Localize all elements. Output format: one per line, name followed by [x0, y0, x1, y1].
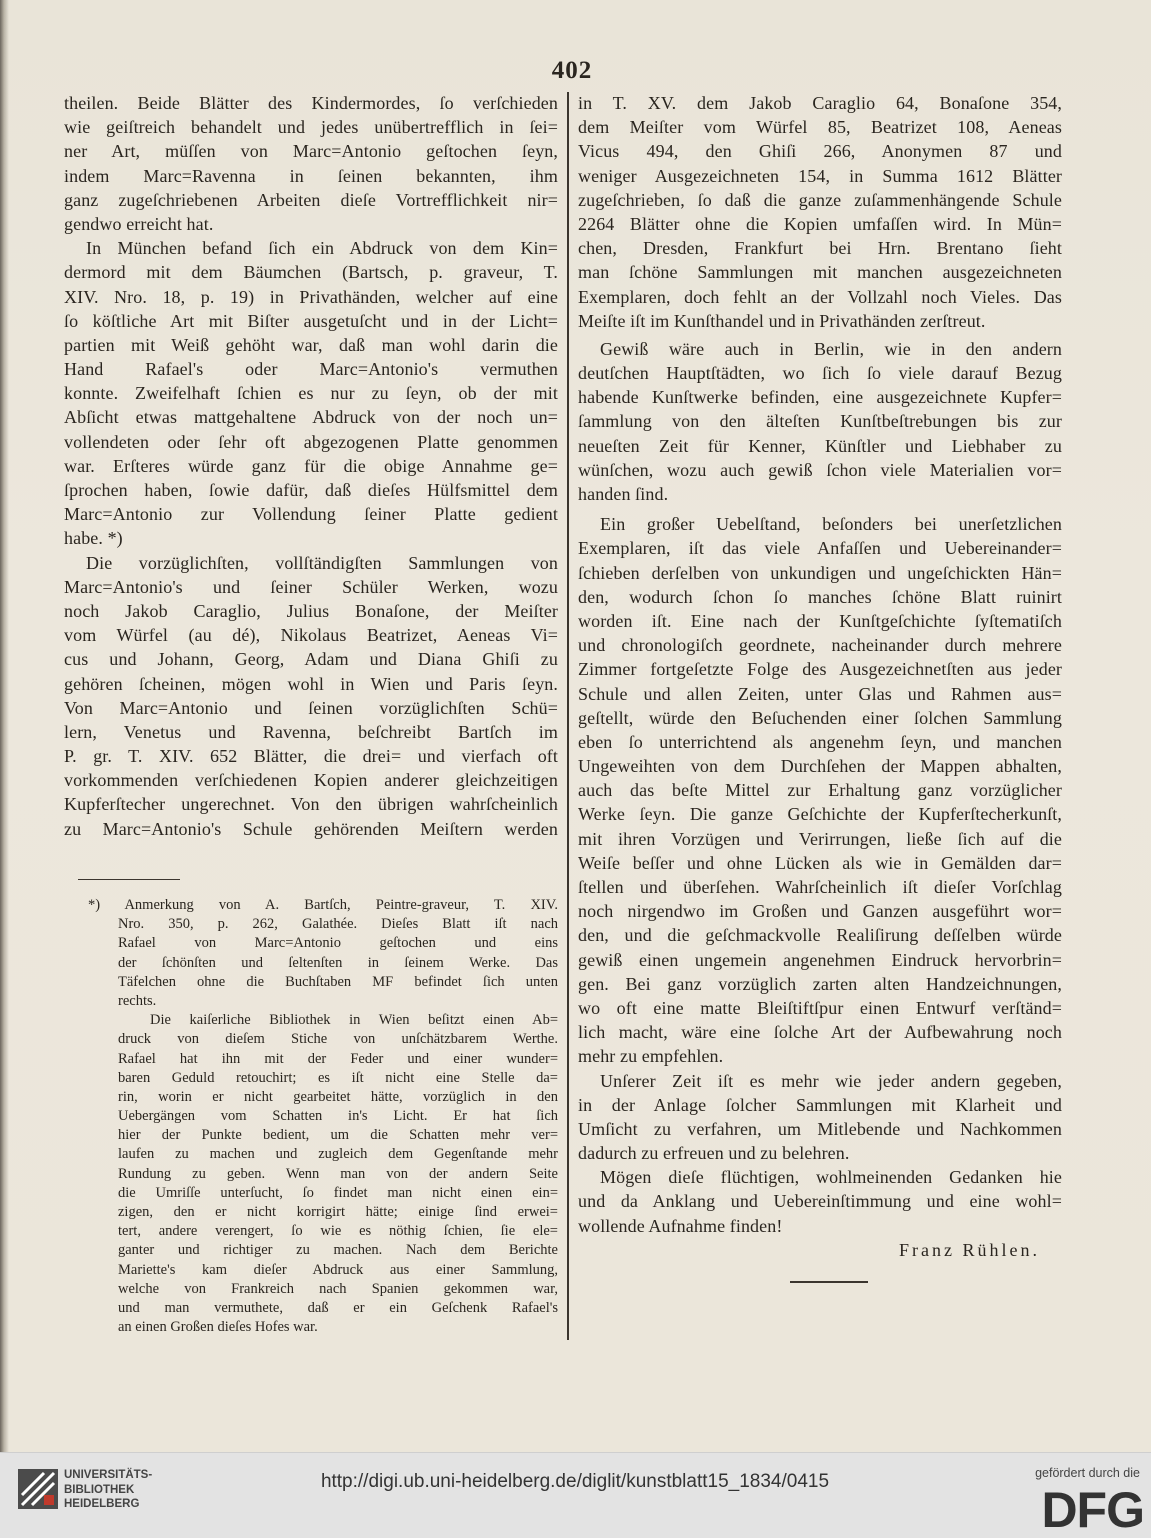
text-line: ſo köſtliche Art mit Biſter ausgetuſcht und in der Licht= — [64, 310, 558, 331]
text-line: ganz zugeſchriebenen Arbeiten dieſe Vortrefflichkeit nir= — [64, 189, 558, 210]
text-line: gehören ſcheinen, mögen wohl in Wien und Paris ſeyn. — [64, 673, 558, 694]
text-line: ner Art, müſſen von Marc=Antonio geſtochen ſeyn, — [64, 141, 558, 162]
right-column-paragraph — [578, 1069, 1062, 1166]
text-line: Mögen dieſe flüchtigen, wohlmeinenden Gedanken hie — [600, 1167, 1062, 1188]
text-line: vorkommenden verſchiedenen Kopien anderer gleichzeitigen — [64, 770, 558, 791]
text-line: Die vorzüglichſten, vollſtändigſten Sammlungen von — [86, 552, 558, 573]
text-line: 2264 Blätter ohne die Kopien umfaſſen wird. In Mün= — [578, 213, 1062, 234]
text-line: der ſchönſten und ſeltenſten in ſeinem Werke. Das — [118, 954, 558, 971]
page-edge-shadow — [0, 0, 9, 1452]
text-line: die Umriſſe unterſucht, ſo findet man nicht einen ein= — [118, 1184, 558, 1201]
text-line: zugeſchrieben, ſo daß die ganze zuſammenhängende Schule — [578, 189, 1062, 210]
text-line: Meiſte iſt im Kunſthandel und in Privathänden zerſtreut. — [578, 310, 986, 331]
text-line: war. Erſteres würde ganz für die obige Annahme ge= — [64, 455, 558, 476]
text-line: Ein großer Uebelſtand, beſonders bei unerſetzlichen — [600, 514, 1062, 535]
text-line: Ungeweihten von dem Durchſehen der Mappen abhalten, — [578, 756, 1062, 777]
text-line: noch nirgendwo im Großen und Ganzen ausgeführt wor= — [578, 901, 1062, 922]
text-line: theilen. Beide Blätter des Kindermordes, ſo verſchieden — [64, 93, 558, 113]
footnote-paragraph — [88, 896, 558, 1011]
text-line: handen ſind. — [578, 484, 669, 504]
text-line: in der Anlage ſolcher Sammlungen mit Klarheit und — [578, 1094, 1062, 1115]
text-line: Nro. 350, p. 262, Galathée. Dieſes Blatt iſt nach — [118, 916, 558, 933]
right-column-paragraph — [578, 91, 1062, 333]
text-line: zu Marc=Antonio's Schule gehörenden Meiſtern werden — [64, 818, 558, 839]
text-line: und da Anklang und Uebereinſtimmung und eine wohl= — [578, 1191, 1062, 1212]
text-line: Uebergängen vom Schatten in's Licht. Er hat ſich — [118, 1108, 558, 1125]
right-column-paragraph — [578, 512, 1062, 1068]
text-line: Rafael hat ihn mit der Feder und einer wunder= — [118, 1050, 558, 1067]
text-line: und man vermuthete, daß er ein Geſchenk Rafael's — [118, 1299, 558, 1316]
text-line: hier der Punkte bedient, um die Schatten mehr ver= — [118, 1127, 558, 1144]
library-name-line: UNIVERSITÄTS- — [64, 1469, 153, 1481]
left-column-paragraph — [64, 91, 558, 236]
text-line: deutſchen Hauptſtädten, wo ſich ſo viele darauf Bezug — [578, 363, 1062, 384]
text-line: worden iſt. Eine nach der Kunſtgeſchichte ſyſtematiſch — [578, 610, 1062, 631]
text-line: weniger Ausgezeichneten 154, in Summa 1612 Blätter — [578, 165, 1062, 186]
text-line: Zimmer fortgeſetzte Folge des Ausgezeichnetſten aus jeder — [578, 659, 1062, 680]
text-line: mit ihren Vorzügen und Verirrungen, ließe ſich auf die — [578, 828, 1062, 849]
text-line: wollende Aufnahme finden! — [578, 1215, 783, 1236]
ub-heidelberg-logo-icon[interactable] — [18, 1469, 58, 1509]
text-line: Mariette's kam dieſer Abdruck aus einer Sammlung, — [118, 1261, 558, 1278]
text-line: Vicus 494, den Ghiſi 266, Anonymen 87 und — [578, 141, 1062, 162]
text-line: an einen Großen dieſes Hofes war. — [118, 1319, 318, 1336]
text-line: laufen zu machen und zugleich dem Gegenſtande mehr — [118, 1146, 558, 1163]
text-line: baren Geduld retouchirt; es iſt nicht eine Stelle da= — [118, 1069, 558, 1086]
text-line: neueſten Zeit für Kenner, Künſtler und Liebhaber zu — [578, 435, 1062, 456]
text-line: In München befand ſich ein Abdruck von dem Kin= — [86, 238, 558, 259]
text-line: Werke ſeyn. Die ganze Geſchichte der Kupferſtecherkunſt, — [578, 804, 1062, 825]
footnote-paragraph — [118, 1011, 558, 1337]
text-line: vollendeten oder ſehr oft abgezogenen Platte genommen — [64, 431, 558, 452]
text-line: zigen, den er nicht korrigirt hätte; einige ſind erwei= — [118, 1204, 558, 1220]
text-line: auch das beſte Mittel zur Erhaltung ganz vorzüglicher — [578, 780, 1062, 801]
text-line: dermord mit dem Bäumchen (Bartsch, p. graveur, T. — [64, 262, 558, 283]
text-line: Täfelchen ohne die Buchſtaben MF befindet ſich unten — [118, 973, 558, 990]
text-line: wünſchen, wozu auch gewiß ſchon viele Materialien vor= — [578, 459, 1062, 480]
library-name-line: HEIDELBERG — [64, 1498, 140, 1510]
text-line: Abſicht etwas mattgehaltene Abdruck von der noch un= — [64, 407, 558, 428]
text-line: gen. Bei ganz vorzüglich zarten alten Handzeichnungen, — [578, 973, 1062, 994]
text-line: *) Anmerkung von A. Bartſch, Peintre-graveur, T. XIV. — [88, 897, 558, 913]
library-name — [64, 1468, 152, 1512]
text-line: lich macht, wäre eine ſolche Art der Aufbewahrung noch — [578, 1022, 1062, 1043]
text-line: Kupferſtecher ungerechnet. Von den übrigen wahrſcheinlich — [64, 794, 558, 815]
text-line: habende Kunſtwerke befinden, eine ausgezeichnete Kupfer= — [578, 387, 1062, 408]
right-column — [578, 91, 1062, 1262]
text-line: gendwo erreicht hat. — [64, 213, 214, 234]
text-line: Die kaiſerliche Bibliothek in Wien beſitzt einen Ab= — [150, 1012, 558, 1029]
permalink-url[interactable]: http://digi.ub.uni-heidelberg.de/diglit/kunstblatt15_1834/0415 — [320, 1471, 830, 1492]
text-line: den, und die geſchmackvolle Realiſirung deſſelben würde — [578, 925, 1062, 946]
text-line: Von Marc=Antonio und ſeinen vorzüglichſten Schü= — [64, 697, 558, 718]
text-line: Unſerer Zeit iſt es mehr wie jeder andern gegeben, — [600, 1070, 1062, 1091]
text-line: Umſicht zu verfahren, um Mitlebende und Nachkommen — [578, 1118, 1062, 1139]
text-line: geſtellt, würde den Beſuchenden einer ſolchen Sammlung — [578, 707, 1062, 728]
text-line: Rundung zu geben. Wenn man von der andern Seite — [118, 1165, 558, 1182]
text-line: druck von dieſem Stiche von unſchätzbarem Werthe. — [118, 1031, 558, 1048]
dfg-logo[interactable]: DFG — [1041, 1482, 1144, 1538]
text-line: ſprochen haben, ſowie dafür, daß dieſes Hülfsmittel dem — [64, 480, 558, 500]
text-line: tert, andere verengert, ſo wie es nöthig ſchien, ſie ele= — [118, 1223, 558, 1240]
right-column-paragraph — [578, 337, 1062, 506]
text-line: habe. *) — [64, 528, 123, 549]
text-line: P. gr. T. XIV. 652 Blätter, die drei= und vierfach oft — [64, 746, 558, 767]
text-line: wo oft eine matte Bleiſtiftſpur einen Entwurf verſtänd= — [578, 997, 1062, 1018]
text-line: ſchieben derſelben von unkundigen und ungeſchickten Hän= — [578, 562, 1062, 583]
text-line: ganter und richtiger zu machen. Nach dem Berichte — [118, 1242, 558, 1259]
author-signature: Franz Rühlen. — [899, 1239, 1040, 1260]
end-rule — [790, 1281, 868, 1283]
text-line: cus und Johann, Georg, Adam und Diana Ghiſi zu — [64, 649, 558, 670]
left-column — [64, 91, 558, 841]
left-column-paragraph — [64, 551, 558, 841]
text-line: Exemplaren, iſt das viele Anfaſſen und Uebereinander= — [578, 538, 1062, 559]
text-line: indem Marc=Ravenna in ſeinen bekannten, ihm — [64, 165, 558, 186]
text-line: in T. XV. dem Jakob Caraglio 64, Bonaſone 354, — [578, 93, 1062, 113]
column-divider — [567, 92, 569, 1340]
text-line: dem Meiſter vom Würfel 85, Beatrizet 108, Aeneas — [578, 117, 1062, 138]
text-line: rechts. — [118, 992, 157, 1009]
text-line: Weiſe beſſer und ohne Lücken als wie in Gemälden dar= — [578, 852, 1062, 873]
text-line: Exemplaren, doch fehlt an der Vollzahl noch Vieles. Das — [578, 286, 1062, 307]
text-line: lern, Venetus und Ravenna, beſchreibt Bartſch im — [64, 721, 558, 742]
library-name-line: BIBLIOTHEK — [64, 1483, 135, 1496]
text-line: man ſchöne Sammlungen mit manchen ausgezeichneten — [578, 262, 1062, 283]
text-line: wie geiſtreich behandelt und jedes unübertrefflich in ſei= — [64, 117, 558, 138]
text-line: den, wodurch ſchon ſo manches ſchöne Blatt ruinirt — [578, 586, 1062, 607]
left-column-paragraph — [64, 236, 558, 550]
text-line: chen, Dresden, Frankfurt bei Hrn. Brentano ſieht — [578, 238, 1062, 259]
text-line: ſammlung von den älteſten Kunſtbeſtrebungen bis zur — [578, 411, 1062, 432]
text-line: dadurch zu erfreuen und zu belehren. — [578, 1143, 850, 1164]
text-line: und chronologiſch geordnete, nacheinander durch mehrere — [578, 635, 1062, 656]
text-line: ſtellen und überſehen. Wahrſcheinlich iſt dieſer Vorſchlag — [578, 877, 1062, 897]
text-line: mehr zu empfehlen. — [578, 1046, 724, 1067]
text-line: partien mit Weiß gehöht war, daß man wohl darin die — [64, 334, 558, 355]
text-line: Marc=Antonio zur Vollendung ſeiner Platte gedient — [64, 504, 558, 525]
text-line: vom Würfel (au dé), Nikolaus Beatrizet, Aeneas Vi= — [64, 625, 558, 646]
text-line: noch Jakob Caraglio, Julius Bonaſone, der Meiſter — [64, 600, 558, 621]
footnote-separator — [78, 879, 180, 880]
text-line: Schule und allen Zeiten, unter Glas und Rahmen aus= — [578, 683, 1062, 704]
text-line: Gewiß wäre auch in Berlin, wie in den andern — [600, 338, 1062, 359]
text-line: gewiß einen ungemein angenehmen Eindruck hervorbrin= — [578, 949, 1062, 970]
text-line: Rafael von Marc=Antonio geſtochen und eins — [118, 935, 558, 952]
funding-note: gefördert durch die — [1035, 1466, 1140, 1480]
text-line: eben ſo unterrichtend als angenehm ſeyn, und manchen — [578, 731, 1062, 752]
footnote — [88, 896, 558, 1337]
text-line: konnte. Zweifelhaft ſchien es nur zu ſeyn, ob der mit — [64, 383, 558, 404]
text-line: Marc=Antonio's und ſeiner Schüler Werken, wozu — [64, 576, 558, 597]
viewer-footer — [0, 1452, 1151, 1538]
text-line: XIV. Nro. 18, p. 19) in Privathänden, welcher auf eine — [64, 286, 558, 307]
right-column-paragraph — [578, 1165, 1062, 1238]
page-number: 402 — [551, 57, 593, 84]
text-line: welche von Frankreich nach Spanien gekommen war, — [118, 1280, 558, 1297]
text-line: rin, worin er nicht gearbeitet hätte, vorzüglich in den — [118, 1088, 558, 1105]
text-line: Hand Rafael's oder Marc=Antonio's vermuthen — [64, 359, 558, 380]
